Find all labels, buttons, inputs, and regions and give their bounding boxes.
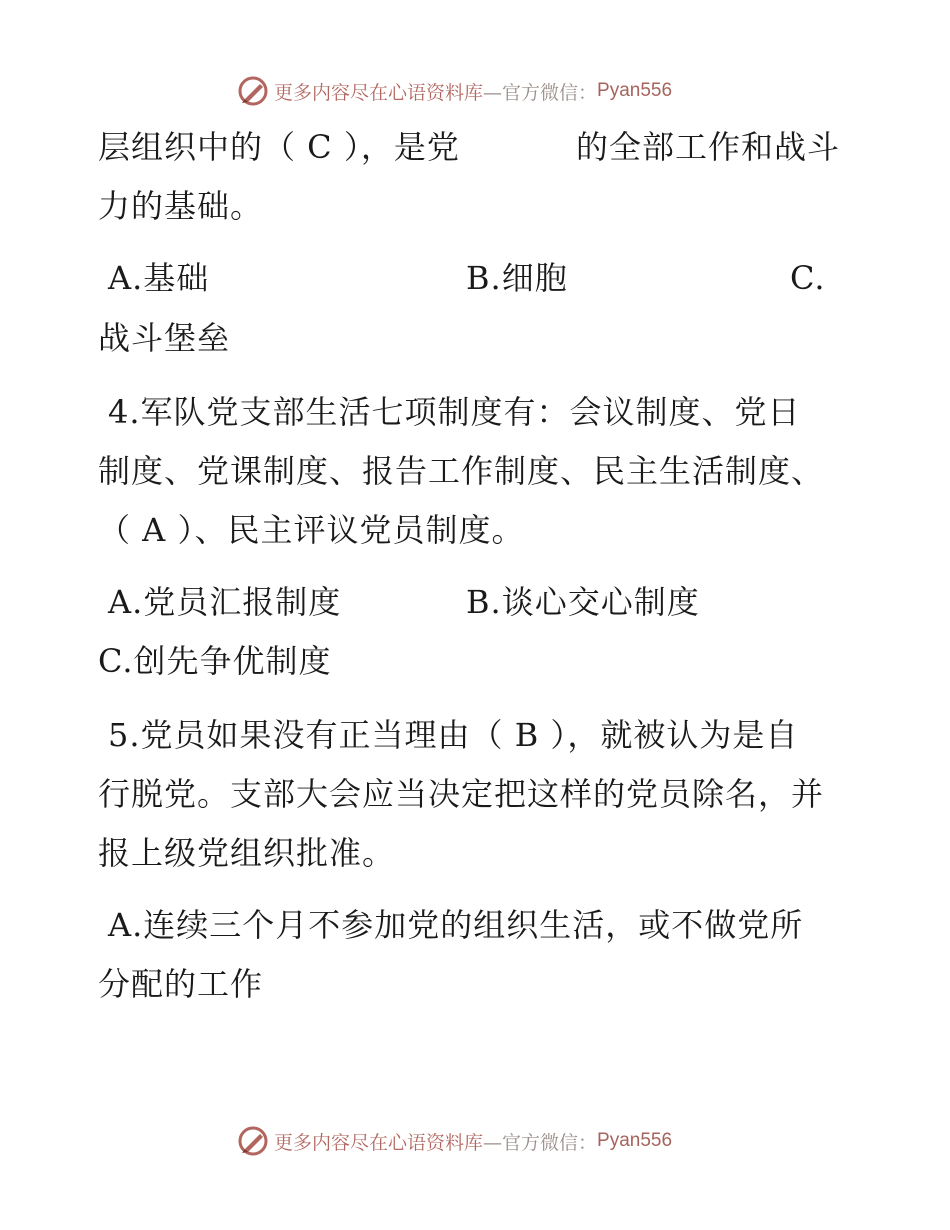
q5-option-a-line2: 分配的工作 bbox=[98, 965, 264, 1003]
watermark-id: Pyan556 bbox=[597, 1130, 673, 1151]
q4-option-c: C.创先争优制度 bbox=[98, 642, 332, 680]
q3-option-a: A.基础 bbox=[108, 259, 210, 297]
q3-line2: 力的基础。 bbox=[98, 187, 264, 225]
watermark-id: Pyan556 bbox=[597, 80, 673, 101]
q3-line1 bbox=[98, 127, 460, 167]
watermark-rest: —官方微信： bbox=[483, 81, 598, 104]
q4-line2: 制度、党课制度、报告工作制度、民主生活制度、 bbox=[98, 452, 825, 490]
pen-nib-circle-icon bbox=[236, 74, 270, 108]
q3-line1-part1: 层组织中的（ C ），是党 bbox=[98, 128, 460, 166]
watermark-main: 更多内容尽在心语资料库 bbox=[274, 81, 484, 104]
q3-option-c-text: 战斗堡垒 bbox=[98, 319, 231, 357]
footer-watermark bbox=[236, 1124, 672, 1158]
watermark-main: 更多内容尽在心语资料库 bbox=[274, 1131, 484, 1154]
watermark-rest: —官方微信： bbox=[483, 1131, 598, 1154]
header-watermark bbox=[236, 74, 672, 108]
q5-line3: 报上级党组织批准。 bbox=[98, 834, 396, 872]
pen-nib-circle-icon bbox=[236, 1124, 270, 1158]
q4-line1: 4.军队党支部生活七项制度有：会议制度、党日 bbox=[108, 393, 801, 431]
q4-option-b: B.谈心交心制度 bbox=[466, 583, 700, 621]
q4-option-a: A.党员汇报制度 bbox=[108, 583, 342, 621]
q4-line3: （ A ）、民主评议党员制度。 bbox=[98, 511, 525, 549]
q5-line1: 5.党员如果没有正当理由（ B ），就被认为是自 bbox=[108, 716, 799, 754]
q5-option-a-line1: A.连续三个月不参加党的组织生活，或不做党所 bbox=[108, 906, 804, 944]
q3-line1-part2: 的全部工作和战斗 bbox=[576, 128, 841, 166]
q5-line2: 行脱党。支部大会应当决定把这样的党员除名，并 bbox=[98, 775, 825, 813]
q3-option-b: B.细胞 bbox=[466, 259, 568, 297]
q3-option-c-label: C. bbox=[790, 259, 826, 297]
